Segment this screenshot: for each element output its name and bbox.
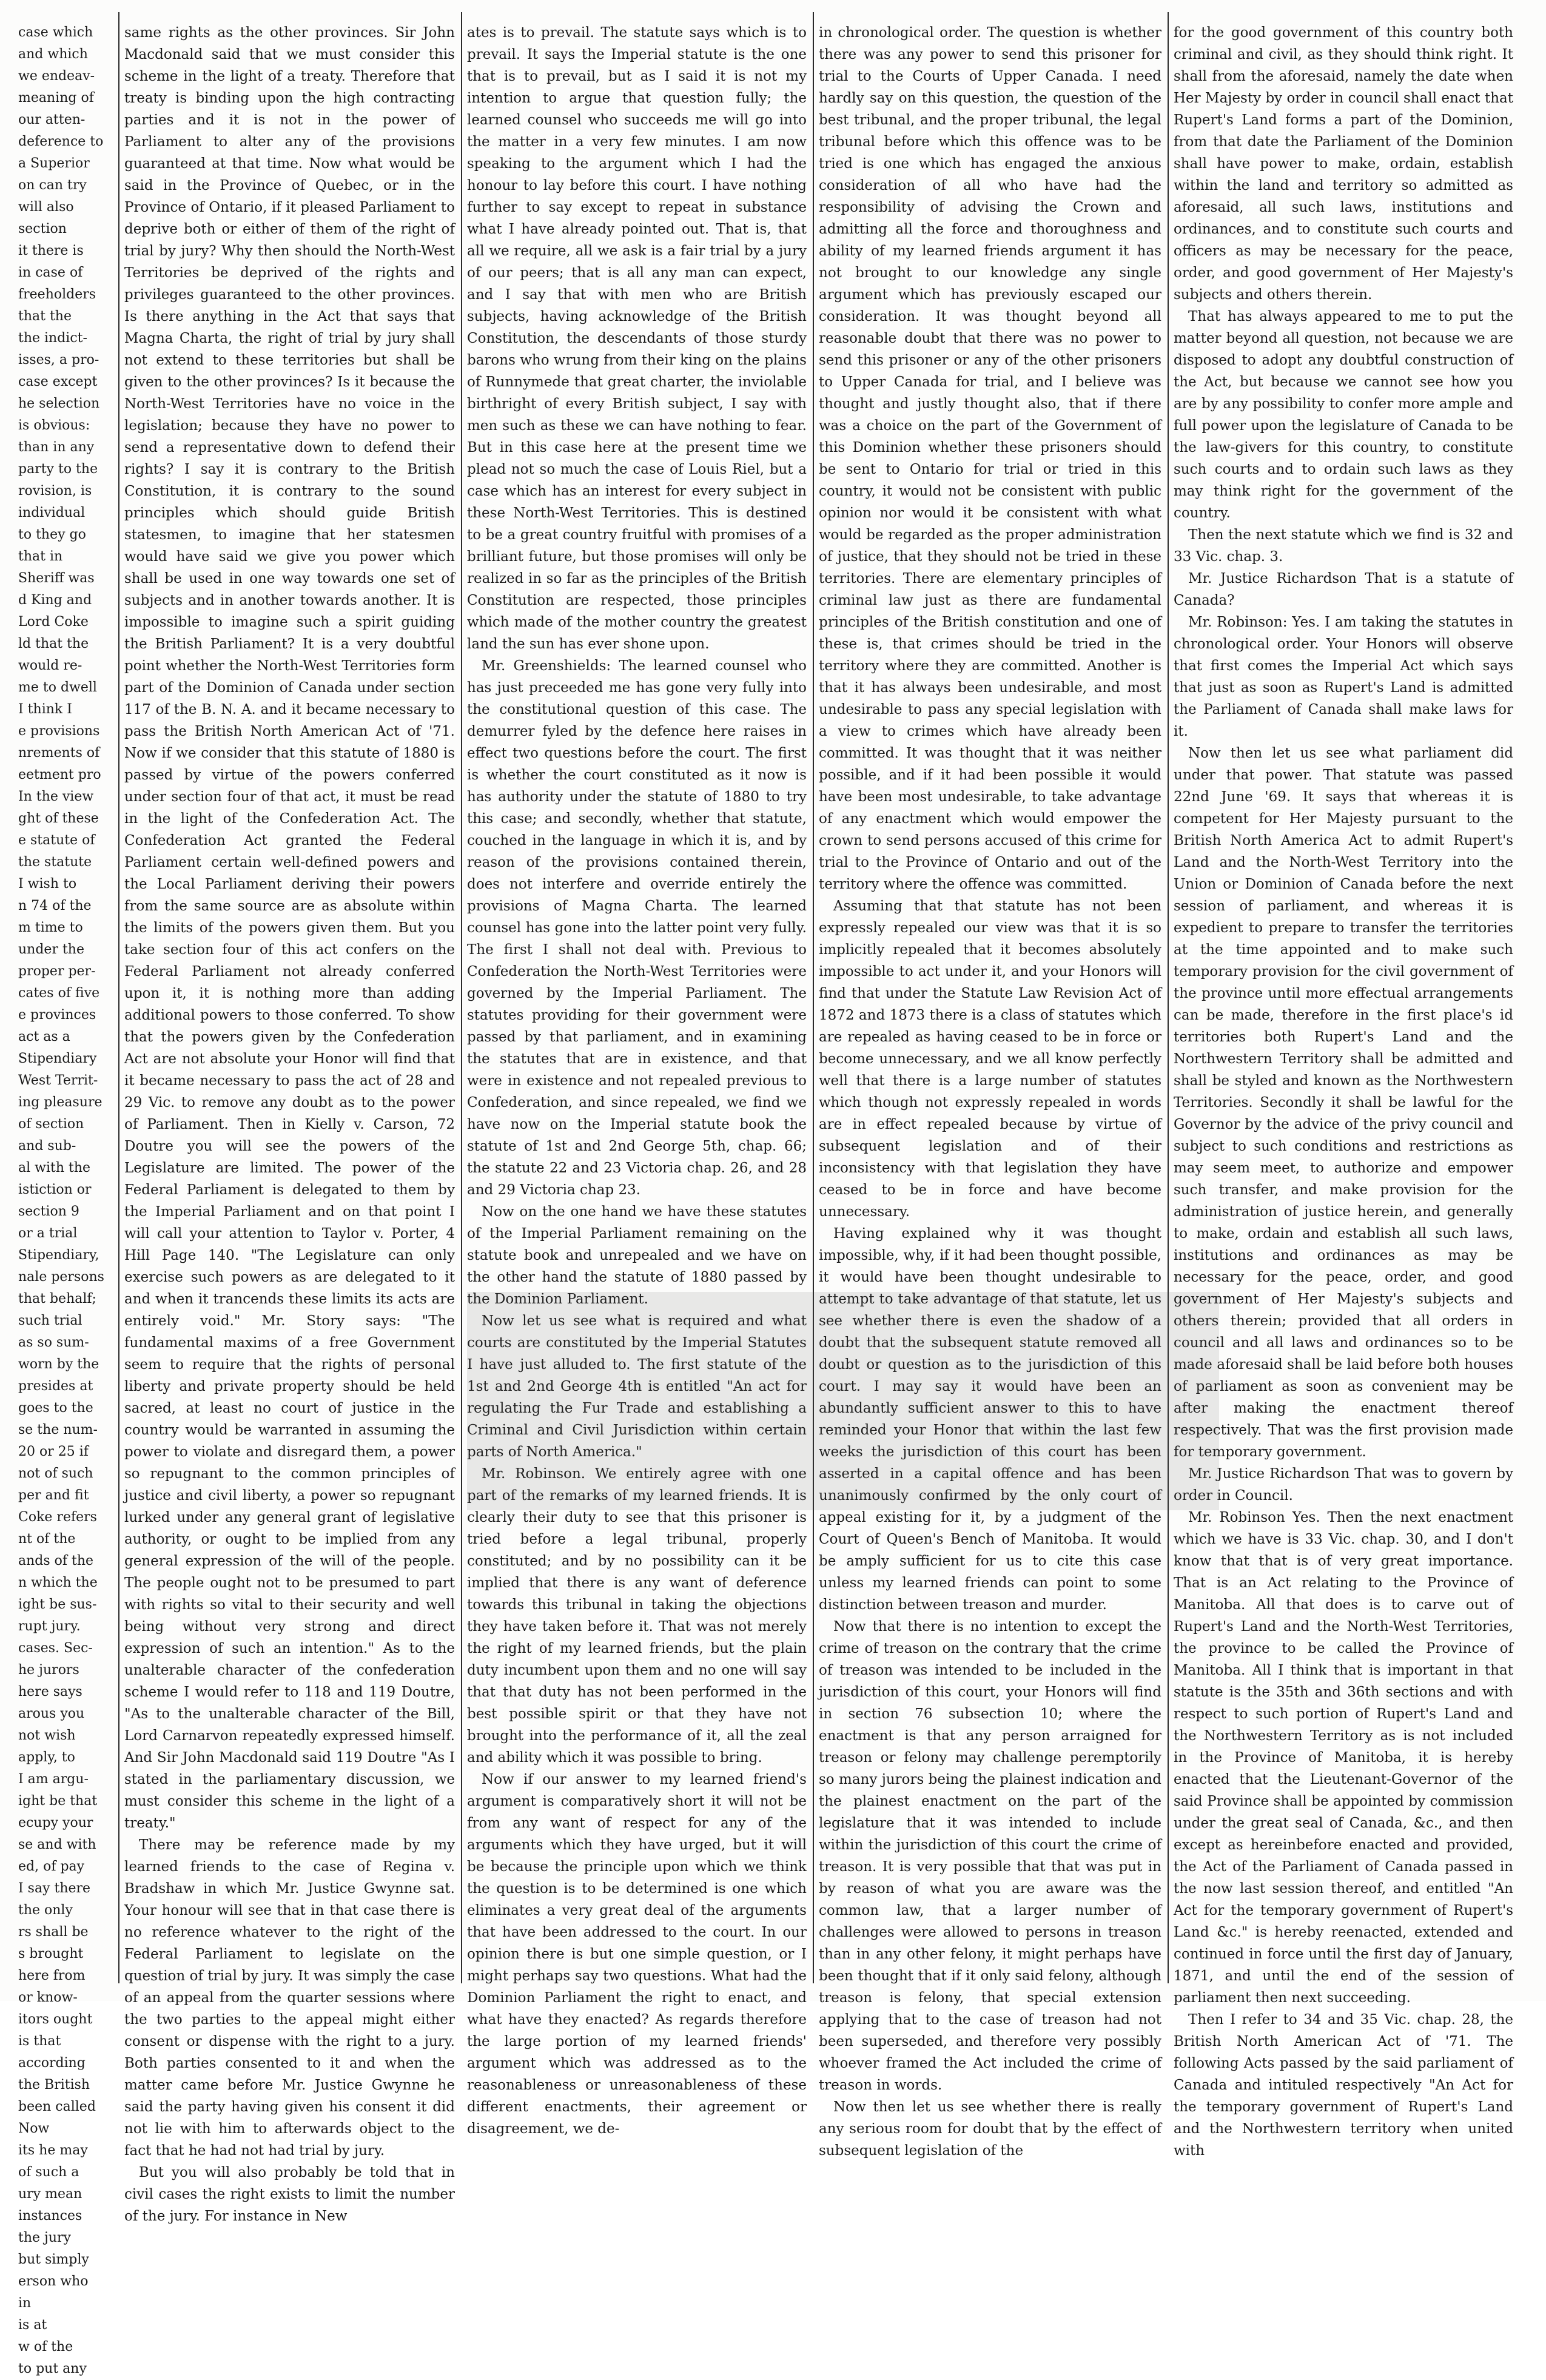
- margin-fragment: would re-: [18, 658, 82, 673]
- margin-fragment: that in: [18, 549, 63, 564]
- margin-fragment: is at: [18, 2318, 47, 2333]
- column-rule: [118, 12, 119, 1983]
- margin-fragment: we endeav-: [18, 69, 95, 84]
- column-4: [1174, 22, 1513, 2159]
- column-3: [819, 22, 1161, 2159]
- margin-fragment: or a trial: [18, 1226, 78, 1241]
- paragraph: That has always appeared to me to put the matter beyond all question, not because we are disposed to adopt any doubtful construction of the Act, but because we cannot see how you are by any possibility to confer more ample and full power upon the legislature of Canada to be the law-givers for this country, to constitute such courts and to ordain such laws as they may think right for the government of the country.: [1174, 309, 1513, 521]
- margin-fragment: been called: [18, 2099, 96, 2114]
- margin-fragment: ing pleasure: [18, 1095, 103, 1110]
- margin-fragment: arous you: [18, 1706, 85, 1721]
- column-1: [124, 22, 455, 2224]
- margin-fragment: ed, of pay: [18, 1859, 85, 1874]
- paragraph: Mr. Robinson. We entirely agree with one part of the remarks of my learned friends. It is clearly their duty to see that this prisoner is tried before a legal tribunal, properly constituted; and by no possibility can it be implied that there is any want of deference towards this tribunal in taking the objections they have taken before it. That was not merely the right of my learned friends, but the plain duty incumbent upon them and no one will say that that duty has not been performed in the best possible spirit or that they have not brought into the performance of it, all the zeal and ability which it was possible to bring.: [467, 1466, 807, 1766]
- margin-fragment: section: [18, 221, 67, 237]
- paragraph: Now on the one hand we have these statutes of the Imperial Parliament remaining on the statute book and unrepealed and we have on the other hand the statute of 1880 passed by the Dominion Parliament.: [467, 1204, 807, 1307]
- margin-fragment: se the num-: [18, 1422, 98, 1437]
- margin-fragment: deference to: [18, 134, 104, 149]
- margin-fragment: Coke refers: [18, 1510, 97, 1525]
- margin-fragment: and which: [18, 47, 88, 62]
- margin-fragment: Now: [18, 2121, 50, 2136]
- margin-fragment: Sheriff was: [18, 571, 95, 586]
- margin-fragment: I think I: [18, 702, 72, 717]
- margin-fragment: section 9: [18, 1204, 79, 1219]
- margin-fragment: eetment pro: [18, 767, 101, 782]
- margin-fragment: party to the: [18, 462, 98, 477]
- margin-fragment: In the view: [18, 789, 94, 804]
- margin-fragment: it there is: [18, 243, 84, 258]
- margin-fragment: to put any: [18, 2361, 87, 2376]
- column-rule: [1168, 12, 1169, 1983]
- margin-fragment: istiction or: [18, 1182, 92, 1197]
- margin-fragment: se and with: [18, 1837, 96, 1852]
- margin-fragment: individual: [18, 505, 86, 520]
- margin-fragment: d King and: [18, 593, 92, 608]
- margin-fragment: under the: [18, 942, 84, 957]
- margin-fragment: presides at: [18, 1379, 93, 1394]
- margin-fragment: the jury: [18, 2230, 71, 2245]
- paragraph: Now that there is no intention to except the crime of treason on the contrary that the crime of treason was intended to be included in the jurisdiction of this court, your Honors will find in section 76 subsection 10; where the enactment is that any person arraigned for treason or felony may challenge peremptorily so many jurors being the plainest indication and the plainest enactment on the part of the legislature that it was intended to include within the jurisdiction of this court the crime of treason. It is very possible that that was put in by reason of what you are aware was the common law, that a larger number of challenges were allowed to persons in treason than in any other felony, it might perhaps have been thought that if it only said felony, although treason is felony, that special extension applying that to the case of treason had not been superseded, and therefore very possibly whoever framed the Act included the crime of treason in words.: [819, 1619, 1161, 2093]
- margin-fragment: in: [18, 2296, 32, 2311]
- paragraph: There may be reference made by my learned friends to the case of Regina v. Bradshaw in which Mr. Justice Gwynne sat. Your honour will see that in that case there is no reference whatever to the right of the Federal Parliament to legislate on the question of trial by jury. It was simply the case of an appeal from the quarter sessions where the two parties to the appeal might either consent or dispense with the right to a jury. Both parties consented to it and when the matter came before Mr. Justice Gwynne he said the party having given his consent it did not lie with him to afterwards object to the fact that he had not had trial by jury.: [124, 1837, 455, 2159]
- margin-fragment: itors ought: [18, 2012, 93, 2027]
- margin-fragment: rupt jury.: [18, 1619, 81, 1634]
- paragraph: for the good government of this country both criminal and civil, as they should think right. It shall from the aforesaid, namely the date when Her Majesty by order in council shall enact that Rupert's Land forms a part of the Dominion, from that date the Parliament of the Dominion shall have power to make, ordain, establish within the land and territory so admitted as aforesaid, all such laws, institutions and ordinances, and to constitute such courts and officers as may be necessary for the peace, order, and good government of Her Majesty's subjects and others therein.: [1174, 25, 1513, 303]
- margin-fragment: and sub-: [18, 1138, 76, 1154]
- margin-fragment: than in any: [18, 440, 95, 455]
- paragraph: in chronological order. The question is whether there was any power to send this prisoner for trial to the Courts of Upper Canada. I need hardly say on this question, the question of the best tribunal, and the proper tribunal, the legal tribunal before which this offence was to be tried is one which has engaged the anxious consideration of all who have had the responsibility of advising the Crown and admitting all the force and thoroughness and ability of my learned friends argument it has not brought to our knowledge any single argument which has previously escaped our consideration. It was thought beyond all reasonable doubt that there was no power to send this prisoner or any of the other prisoners to Upper Canada for trial, and I believe was thought and justly thought also, that if there was a choice on the part of the Government of this Dominion whether these prisoners should be sent to Ontario for trial or tried in this country, it would not be consistent with public opinion nor would it be consistent with what would be regarded as the proper administration of justice, that they should not be tried in these territories. There are elementary principles of criminal law just as there are fundamental principles of the British constitution and one of these is, that crimes should be tried in the territory where they are committed. Another is that it has always been undesirable, and most undesirable to pass any special legislation with a view to crimes which have already been committed. It was thought that it was neither possible, and if it had been possible it would have been most undesirable, to take advantage of any enactment which would empower the crown to send persons accused of this crime for trial to the Province of Ontario and out of the territory where the offence was committed.: [819, 25, 1161, 892]
- margin-fragment: instances: [18, 2208, 82, 2224]
- margin-fragment: cases. Sec-: [18, 1641, 93, 1656]
- margin-fragment: n 74 of the: [18, 898, 92, 913]
- margin-fragment: act as a: [18, 1029, 70, 1044]
- margin-fragment: our atten-: [18, 112, 86, 127]
- margin-fragment: case except: [18, 374, 98, 389]
- margin-fragment: but simply: [18, 2252, 89, 2267]
- paragraph: Now then let us see what parliament did under that power. That statute was passed 22nd June '69. It says that whereas it is competent for Her Majesty pursuant to the British North America Act to admit Rupert's Land and the North-West Territory into the Union or Dominion of Canada before the next session of parliament, and whereas it is expedient to prepare to transfer the territories at the time appointed and to make such temporary provision for the civil government of the province until more effectual arrangements can be made, therefore in the first place's id territories both Rupert's Land and the Northwestern Territory shall be admitted and shall be styled and known as the Northwestern Territories. Secondly it shall be lawful for the Governor by the advice of the privy council and subject to such conditions and restrictions as may seem meet, to authorize and empower such transfer, and make provision for the administration of justice herein, and generally to make, ordain and establish all such laws, institutions and ordinances as may be necessary for the peace, order, and good government of Her Majesty's subjects and others therein; provided that all orders in council and all laws and ordinances so to be made aforesaid shall be laid before both houses of parliament as soon as convenient may be after making the enactment thereof respectively. That was the first provision made for temporary government.: [1174, 745, 1513, 1460]
- margin-fragment: its he may: [18, 2143, 88, 2158]
- margin-fragment: 20 or 25 if: [18, 1444, 89, 1459]
- margin-fragment: Lord Coke: [18, 614, 89, 630]
- margin-fragment: meaning of: [18, 90, 94, 106]
- column-2: [467, 22, 807, 2137]
- margin-fragment: nale persons: [18, 1269, 104, 1285]
- margin-fragment: or know-: [18, 1990, 78, 2005]
- margin-fragment: the British: [18, 2077, 90, 2093]
- margin-fragment: according: [18, 2056, 86, 2071]
- margin-fragment: m time to: [18, 920, 83, 935]
- margin-fragment: rovision, is: [18, 483, 92, 499]
- margin-fragment: me to dwell: [18, 680, 97, 695]
- margin-fragment: rs shall be: [18, 1925, 89, 1940]
- margin-fragment: I wish to: [18, 876, 77, 892]
- margin-fragment: isses, a pro-: [18, 352, 99, 368]
- margin-fragment: case which: [18, 25, 93, 40]
- paragraph: Assuming that that statute has not been expressly repealed our view was that it is so implicitly repealed that it becomes absolutely impossible to act under it, and your Honors will find that under the Statute Law Revision Act of 1872 and 1873 there is a class of statutes which are repealed as having ceased to be in force or become unnecessary, and we all know perfectly well that there is a large number of statutes which though not expressly repealed in words are in effect repealed because by virtue of subsequent legislation and of their inconsistency with that legislation they have ceased to be in force and have become unnecessary.: [819, 898, 1161, 1220]
- paragraph: But you will also probably be told that in civil cases the right exists to limit the number of the jury. For instance in New: [124, 2165, 455, 2224]
- paragraph: Now then let us see whether there is really any serious room for doubt that by the effect of subsequent legislation of the: [819, 2099, 1161, 2159]
- margin-fragment: Stipendiary,: [18, 1248, 99, 1263]
- paragraph: Mr. Justice Richardson That is a statute of Canada?: [1174, 571, 1513, 608]
- paragraph: Having explained why it was thought impossible, why, if it had been thought possible, it would have been thought undesirable to attempt to take advantage of that statute, let us see whether there is even the shadow of a doubt that the subsequent statute removed all doubt or question as to the jurisdiction of this court. I may say it would have been an abundantly sufficient answer to this to have reminded your Honor that within the last few weeks the jurisdiction of this court has been asserted in a capital offence and has been unanimously confirmed by the only court of appeal existing for it, by a judgment of the Court of Queen's Bench of Manitoba. It would be amply sufficient for us to cite this case unless my learned friends can point to some distinction between treason and murder.: [819, 1226, 1161, 1613]
- margin-fragment: apply, to: [18, 1750, 75, 1765]
- margin-fragment: Stipendiary: [18, 1051, 97, 1066]
- margin-fragment: e statute of: [18, 833, 95, 848]
- paragraph: same rights as the other provinces. Sir John Macdonald said that we must consider this scheme in the light of a treaty. Therefore that treaty is binding upon the high contracting parties and it is not in the power of Parliament to alter any of the provisions guaranteed at that time. Now what would be said in the Province of Quebec, or in the Province of Ontario, if it pleased Parliament to deprive both or either of them of the right of trial by jury? Why then should the North-West Territories be deprived of the rights and privileges guaranteed to the other provinces. Is there anything in the Act that says that Magna Charta, the right of trial by jury shall not extend to these territories but shall be given to the other provinces? Is it because the North-West Territories have no voice in the legislation; because they have no power to send a representative down to defend their rights? I say it is contrary to the British Constitution, it is contrary to the sound principles which should guide British statesmen, to imagine that her statesmen would have said we give you power which shall be used in one way towards one set of subjects and in another towards another. It is impossible to imagine such a spirit guiding the British Parliament? It is a very doubtful point whether the North-West Territories form part of the Dominion of Canada under section 117 of the B. N. A. and it became necessary to pass the British North American Act of '71. Now if we consider that this statute of 1880 is passed by virtue of the powers conferred under section four of that act, it must be read in the light of the Confederation Act. The Confederation Act granted the Federal Parliament certain well-defined powers and the Local Parliament deriving their powers from the same source are as absolute within the limits of the powers given them. But you take section four of this act confers on the Federal Parliament not already conferred upon it, it is nothing more than adding additional powers to those conferred. To show that the powers given by the Confederation Act are not absolute your Honor will find that it became necessary to pass the act of 28 and 29 Vic. to remove any doubt as to the power of Parliament. Then in Kielly v. Carson, 72 Doutre you will see the powers of the Legislature are limited. The power of the Federal Parliament is delegated to them by the Imperial Parliament and on that point I will call your attention to Taylor v. Porter, 4 Hill Page 140. "The Legislature can only exercise such powers as are delegated to it and when it trancends these limits its acts are entirely void." Mr. Story says: "The fundamental maxims of a free Government seem to require that the rights of personal liberty and private property should be held sacred, at least no court of justice in the country would be warranted in assuming the power to violate and disregard them, a power so repugnant to the common principles of justice and civil liberty, a power so repugnant lurked under any general grant of legislative authority, or ought to be implied from any general expression of the will of the people. The people ought not to be presumed to part with rights so vital to their security and well being without very strong and direct expression of such an intention." As to the unalterable character of the confederation scheme I would refer to 118 and 119 Doutre, "As to the unalterable character of the Bill, Lord Carnarvon repeatedly expressed himself. And Sir John Macdonald said 119 Doutre "As I stated in the parliamentary discussion, we must consider this scheme in the light of a treaty.": [124, 25, 455, 1831]
- paragraph: Then the next statute which we find is 32 and 33 Vic. chap. 3.: [1174, 527, 1513, 565]
- margin-fragment: not of such: [18, 1466, 93, 1481]
- margin-fragment: worn by the: [18, 1357, 99, 1372]
- margin-fragment: of section: [18, 1117, 84, 1132]
- margin-fragment: he selection: [18, 396, 100, 411]
- margin-fragment: he jurors: [18, 1662, 79, 1678]
- margin-fragment: ury mean: [18, 2187, 82, 2202]
- margin-fragment: w of the: [18, 2339, 73, 2355]
- margin-fragment: nrements of: [18, 745, 100, 761]
- margin-fragment: a Superior: [18, 156, 90, 171]
- margin-fragment: s brought: [18, 1946, 84, 1961]
- margin-fragment: in case of: [18, 265, 83, 280]
- margin-fragment: ight be sus-: [18, 1597, 97, 1612]
- margin-fragment: will also: [18, 200, 74, 215]
- margin-fragment: that the: [18, 309, 72, 324]
- margin-fragment: erson who: [18, 2274, 89, 2289]
- paragraph: Mr. Justice Richardson That was to govern by order in Council.: [1174, 1466, 1513, 1504]
- margin-fragment: nt of the: [18, 1531, 76, 1547]
- margin-fragment: is obvious:: [18, 418, 90, 433]
- margin-fragment: is that: [18, 2034, 61, 2049]
- margin-fragment: here from: [18, 1968, 86, 1983]
- margin-fragment: ght of these: [18, 811, 99, 826]
- margin-fragment: the indict-: [18, 331, 87, 346]
- paragraph: Then I refer to 34 and 35 Vic. chap. 28, the British North American Act of '71. The following Acts passed by the said parliament of Canada and intituled respectively "An Act for the temporary government of Rupert's Land and the Northwestern territory when united with: [1174, 2012, 1513, 2159]
- margin-fragment: goes to the: [18, 1400, 93, 1416]
- column-rule: [813, 12, 814, 1983]
- margin-fragment: not wish: [18, 1728, 76, 1743]
- paragraph: Mr. Robinson Yes. Then the next enactment which we have is 33 Vic. chap. 30, and I don't know that that is of very great importance. That is an Act relating to the Province of Manitoba. All that does is to carve out of Rupert's Land and the North-West Territories, the province to be called the Province of Manitoba. All I think that is important in that statute is the 35th and 36th sections and with respect to such portion of Rupert's Land and the Northwestern Territory as is not included in the Province of Manitoba, it is hereby enacted that the Lieutenant-Governor of the said Province shall be appointed by commission under the great seal of Canada, &c., and then except as hereinbefore enacted and provided, the Act of the Parliament of Canada passed in the now last session thereof, and entitled "An Act for the temporary government of Rupert's Land &c." is hereby reenacted, extended and continued in force until the first day of January, 1871, and until the end of the session of parliament then next succeeding.: [1174, 1510, 1513, 2006]
- paragraph: Mr. Robinson: Yes. I am taking the statutes in chronological order. Your Honors will observe that first comes the Imperial Act which says that just as soon as Rupert's Land is admitted the Parliament of Canada shall make laws for it.: [1174, 614, 1513, 739]
- margin-fragment: per and fit: [18, 1488, 89, 1503]
- margin-fragment: that behalf;: [18, 1291, 96, 1306]
- margin-fragment: ight be that: [18, 1793, 98, 1809]
- margin-fragment: such trial: [18, 1313, 82, 1328]
- margin-fragment: as so sum-: [18, 1335, 89, 1350]
- margin-fragment: ecupy your: [18, 1815, 93, 1830]
- paragraph: Now let us see what is required and what courts are constituted by the Imperial Statutes I have just alluded to. The first statute of the 1st and 2nd George 4th is entitled "An act for regulating the Fur Trade and establishing a Criminal and Civil Jurisdiction within certain parts of North America.": [467, 1313, 807, 1460]
- margin-fragment: ands of the: [18, 1553, 94, 1568]
- margin-fragment: freeholders: [18, 287, 96, 302]
- margin-fragment: ld that the: [18, 636, 89, 651]
- paragraph: Mr. Greenshields: The learned counsel who has just preceeded me has gone very fully into the constitutional question of this case. The demurrer fyled by the defence here raises in effect two questions before the court. The first is whether the court constituted as it now is has authority under the statute of 1880 to try this case; and secondly, whether that statute, couched in the language in which it is, and by reason of the provisions contained therein, does not interfere and override entirely the provisions of Magna Charta. The learned counsel has gone into the latter point very fully. The first I shall not deal with. Previous to Confederation the North-West Territories were governed by the Imperial Parliament. The statutes providing for their government were passed by that parliament, and in examining the statutes that are in existence, and that were in existence and not repealed previous to Confederation, and since repealed, we find we have now on the Imperial statute book the statute of 1st and 2nd George 5th, chap. 66; the statute 22 and 23 Victoria chap. 26, and 28 and 29 Victoria chap 23.: [467, 658, 807, 1198]
- margin-fragment: cates of five: [18, 986, 100, 1001]
- margin-fragment: e provinces: [18, 1007, 96, 1023]
- paragraph: Now if our answer to my learned friend's argument is comparatively short it will not be from any want of respect for any of the arguments which they have urged, but it will be because the principle upon which we think the question is to be determined is one which eliminates a very great deal of the arguments that have been addressed to the court. In our opinion there is but one simple question, or I might perhaps say two questions. What had the Dominion Parliament the right to enact, and what have they enacted? As regards therefore the large portion of my learned friends' argument which was addressed as to the reasonableness or unreasonableness of these different enactments, their agreement or disagreement, we de-: [467, 1772, 807, 2137]
- paragraph: ates is to prevail. The statute says which is to prevail. It says the Imperial statute is the one that is to prevail, but as I said it is not my intention to argue that question fully; the learned counsel who succeeds me will go into the matter in a very few minutes. I am now speaking to the argument which I had the honour to lay before this court. I have nothing further to say except to repeat in substance what I have already pointed out. That is, that all we require, all we ask is a fair trial by a jury of our peers; that is all any man can expect, and I say that with men who are British subjects, having acknowledge of the British Constitution, the descendants of those sturdy barons who wrung from their king on the plains of Runnymede that great charter, the inviolable birthright of every British subject, I say with men such as these we can have nothing to fear. But in this case here at the present time we plead not so much the case of Louis Riel, but a case which has an interest for every subject in these North-West Territories. This is destined to be a great country fruitful with promises of a brilliant future, but those promises will only be realized in so far as the principles of the British Constitution are respected, those principles which made of the mother country the greatest land the sun has ever shone upon.: [467, 25, 807, 652]
- margin-fragment: proper per-: [18, 964, 96, 979]
- margin-fragment: e provisions: [18, 724, 100, 739]
- margin-fragment: I say there: [18, 1881, 91, 1896]
- column-rule: [461, 12, 462, 1983]
- margin-fragment: of such a: [18, 2165, 79, 2180]
- margin-fragment: on can try: [18, 178, 87, 193]
- margin-fragment: the statute: [18, 855, 92, 870]
- margin-fragment: n which the: [18, 1575, 98, 1590]
- margin-fragment: I am argu-: [18, 1772, 89, 1787]
- left-margin-fragments: [18, 22, 115, 2376]
- margin-fragment: to they go: [18, 527, 86, 542]
- margin-fragment: al with the: [18, 1160, 91, 1175]
- margin-fragment: the only: [18, 1903, 73, 1918]
- margin-fragment: West Territ-: [18, 1073, 98, 1088]
- margin-fragment: here says: [18, 1684, 82, 1699]
